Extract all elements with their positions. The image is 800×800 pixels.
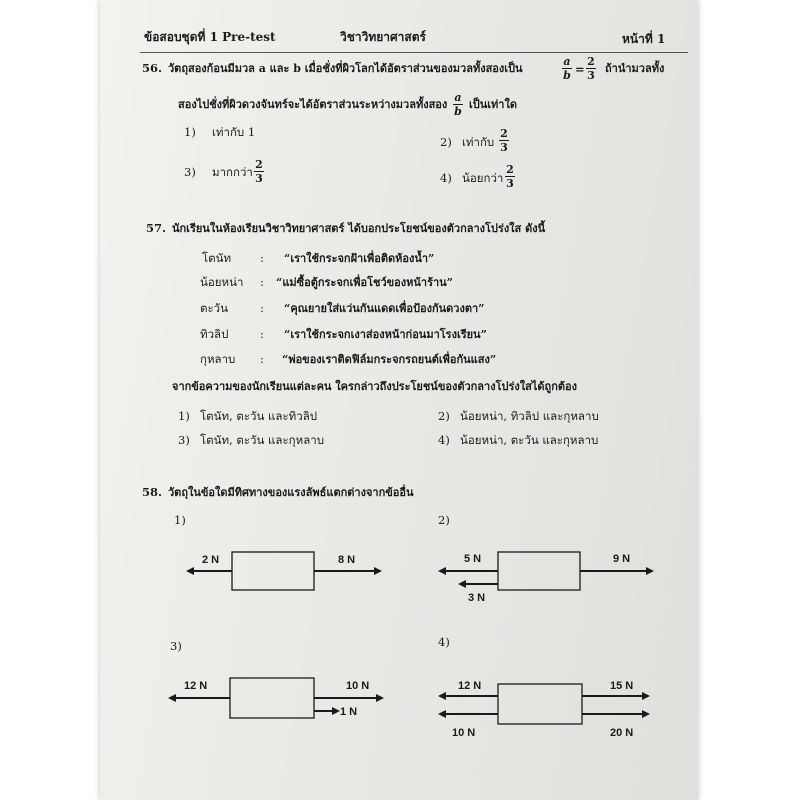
q56-ratio-num: a [563,55,571,68]
force-label-4c: 10 N [452,727,476,739]
q56-line2-end: เป็นเท่าใด [469,98,517,111]
q57-name-1: โตนัท [202,251,232,265]
q56-choice-4: น้อยกว่า [462,171,504,185]
q56-c2-num: 2 [500,127,508,140]
q58-stem: วัตถุในข้อใดมีทิศทางของแรงลัพธ์แตกต่างจากข้ออื่น [168,486,414,499]
force-diagram-2 [440,552,652,604]
q56-frac-num: 2 [587,55,595,68]
q57-quote-5: “พ่อของเราติดฟิล์มกระจกรถยนต์เพื่อกันแสง” [282,353,497,366]
q57-question: จากข้อความของนักเรียนแต่ละคน ใครกล่าวถึงประโยชน์ของตัวกลางโปร่งใสได้ถูกต้อง [172,380,577,393]
force-label-3c: 1 N [340,706,358,718]
q57-quote-4: “เราใช้กระจกเงาส่องหน้าก่อนมาโรงเรียน” [284,328,487,341]
q57-colon-5: : [260,352,264,366]
q57-choice-1-num: 1) [178,409,190,423]
q56-frac-den: 3 [587,69,595,82]
q56-choice-1: เท่ากับ 1 [212,125,256,139]
q57-name-2: น้อยหน่า [200,275,244,289]
header-right: หน้าที่ 1 [622,32,666,46]
q57-quote-3: “คุณยายใส่แว่นกันแดดเพื่อป้องกันดวงตา” [284,302,485,315]
q56-number: 56. [142,61,163,75]
force-label-4d: 20 N [610,727,634,739]
q56-line1: วัตถุสองก้อนมีมวล a และ b เมื่อชั่งที่ผิวโลกได้อัตราส่วนของมวลทั้งสองเป็น [168,62,523,75]
q57-stem: นักเรียนในห้องเรียนวิชาวิทยาศาสตร์ ได้บอกประโยชน์ของตัวกลางโปร่งใส ดังนี้ [172,222,546,235]
exam-page [100,0,698,800]
object-box-4 [498,684,582,724]
header-left: ข้อสอบชุดที่ 1 Pre-test [144,30,276,44]
q57-colon-4: : [260,327,264,341]
q57-choice-2: น้อยหน่า, ทิวลิป และกุหลาบ [460,409,599,423]
q56-line2: สองไปชั่งที่ผิวดวงจันทร์จะได้อัตราส่วนระหว่างมวลทั้งสอง [178,98,448,111]
q56-c4-num: 2 [506,163,514,176]
q57-choice-3: โตนัท, ตะวัน และกุหลาบ [200,433,325,447]
q58-diagram-2-num: 2) [438,513,450,527]
force-label-1a: 2 N [202,554,220,566]
q57-name-3: ตะวัน [200,301,228,315]
q58-diagram-1-num: 1) [174,513,186,527]
object-box-3 [230,678,314,718]
q56-c3-den: 3 [255,172,263,185]
force-diagram-4 [440,680,648,739]
q56-choice-1-num: 1) [184,125,196,139]
q57-choice-3-num: 3) [178,433,190,447]
q57-quote-2: “แม่ซื้อตู้กระจกเพื่อโชว์ของหน้าร้าน” [276,276,454,289]
force-diagrams [100,0,698,800]
q56-choice-3: มากกว่า [212,165,253,179]
force-diagram-3 [170,678,382,718]
q57-colon-3: : [260,301,264,315]
force-label-3a: 12 N [184,680,208,692]
q56-moon-den: b [454,105,462,118]
q57-choice-1: โตนัท, ตะวัน และทิวลิป [200,409,318,423]
force-diagram-1 [188,552,380,590]
q58-diagram-3-num: 3) [170,639,182,653]
force-label-2a: 5 N [464,553,482,565]
q56-choice-3-num: 3) [184,165,196,179]
q56-choice-2: เท่ากับ [462,135,495,149]
force-label-4a: 12 N [458,680,482,692]
q56-choice-4-num: 4) [440,171,452,185]
q56-moon-num: a [454,91,462,104]
q57-choice-2-num: 2) [438,409,450,423]
q57-name-5: กุหลาบ [200,352,236,366]
force-label-2b: 9 N [613,553,631,565]
q57-quote-1: “เราใช้กระจกฝ้าเพื่อติดห้องน้ำ” [284,252,435,265]
force-label-4b: 15 N [610,680,634,692]
q57-name-4: ทิวลิป [200,327,229,341]
q56-c3-num: 2 [255,158,263,171]
q57-choice-4-num: 4) [438,433,450,447]
q56-choice-2-num: 2) [440,135,452,149]
force-label-1b: 8 N [338,554,356,566]
force-label-2c: 3 N [468,592,486,604]
q57-colon-2: : [260,275,264,289]
object-box-2 [498,552,580,590]
q56-ratio-den: b [563,69,571,82]
q56-c4-den: 3 [506,177,514,190]
q57-colon-1: : [260,251,264,265]
q56-line1-end: ถ้านำมวลทั้ง [605,62,665,75]
q58-number: 58. [142,485,163,499]
force-label-3b: 10 N [346,680,370,692]
q56-c2-den: 3 [500,141,508,154]
object-box-1 [232,552,314,590]
q58-diagram-4-num: 4) [438,635,450,649]
q56-equals: = [575,62,585,76]
header-center: วิชาวิทยาศาสตร์ [340,30,426,44]
q57-choice-4: น้อยหน่า, ตะวัน และกุหลาบ [460,433,599,447]
q57-number: 57. [146,221,167,235]
